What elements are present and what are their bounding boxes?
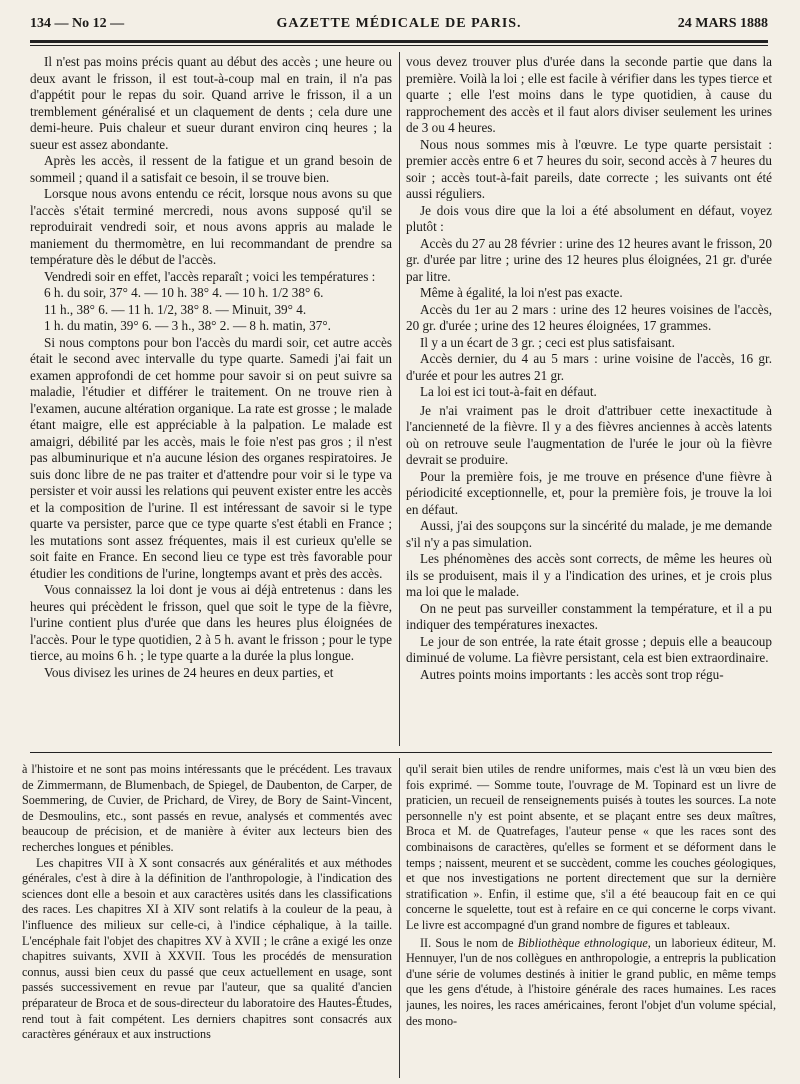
paragraph: qu'il serait bien utiles de rendre uniformes, mais c'est là un vœu bien des fois exprimé. — Somme toute, l'ouvrage de M. Topinard est un livre de praticien, un recueil de renseignements puisés à toutes les sources. La note personnelle n'y est point absente, et se plaçant entre ses deux maîtres, Broca et M. de Quatrefages, l'auteur pense « que les races sont des combinaisons de caractères, qu'elles se forment et se déforment dans le temps ; naissent, meurent et se succèdent, comme les couches géologiques, et que nos investigations ne portent directement que sur la dernière stratification ». Enfin, il estime que, s'il a été beaucoup fait en ce qui concerne le squelette, tout est à refaire en ce qui concerne le corps vivant. Le livre est accompagné d'un grand nombre de figures et tableaux. [406,762,776,932]
paragraph: Les chapitres VII à X sont consacrés aux généralités et aux méthodes générales, c'est à dire à la définition de l'anthropologie, à l'indication des sciences dont elle a besoin et aux caractères usités dans les classifications des races. Les chapitres XI à XIV sont relatifs à la couleur de la peau, à l'influence des milieux sur celle-ci, à l'indice céphalique, à la taille. L'encéphale fait l'objet des chapitres XV à XVII ; le crâne a exigé les onze chapitres suivants, XVII à XXVII. Tous les procédés de mensuration connus, aussi bien ceux du passé que ceux actuellement en usage, sont passés successivement en revue par l'auteur, que sa qualité d'ancien préparateur de Broca et de sous-directeur du laboratoire des Hautes-Études, rend tout à fait compétent. Les derniers chapitres sont consacrés aux caractères généraux et aux instructions [22,855,392,1042]
paragraph: Accès du 27 au 28 février : urine des 12 heures avant le frisson, 20 gr. d'urée par litre ; urine des 12 heures plus éloignées, 21 gr. d'urée par litre. [406,235,772,284]
paragraph: Vendredi soir en effet, l'accès reparaît ; voici les températures : [44,268,376,284]
column-divider [399,758,400,1078]
paragraph: vous devez trouver plus d'urée dans la seconde partie que dans la première. Voilà la loi ; elle est facile à vérifier dans les types tierce et quarte ; elle l'est moins dans le type quotidien, à cause du rapprochement des accès et il faut alors diviser seulement les urines de 3 ou 4 heures. [406,54,772,135]
paragraph: Après les accès, il ressent de la fatigue et un grand besoin de sommeil ; quand il a satisfait ce besoin, il se trouve bien. [30,153,392,185]
paragraph: Il n'est pas moins précis quant au début des accès ; une heure ou deux avant le frisson, il est tout-à-coup mal en train, il n'a pas d'appétit pour le repas du soir. Quand arrive le frisson, il a un tremblement généralisé et un claquement de dents ; cela dure une demi-heure. Puis chaleur et sueur durant environ cinq heures ; la sueur est assez abondante. [30,54,392,152]
book-title: Bibliothèque ethnologique [517,935,648,950]
paragraph: Même à égalité, la loi n'est pas exacte. [420,285,623,300]
header-rule-thick [30,40,768,43]
bottom-right-column [406,762,776,1080]
journal-title: GAZETTE MÉDICALE DE PARIS. [276,16,522,31]
paragraph: Vous connaissez la loi dont je vous ai déjà entretenus : dans les heures qui précèdent le frisson, quel que soit le type de la fièvre, l'urine contient plus d'urée que dans les heures plus éloignées de l'accès. Pour le type quotidien, 2 à 5 h. avant le frisson ; pour le type tierce, au moins 6 h. ; le type quarte a la durée la plus longue. [30,582,392,663]
paragraph: Accès dernier, du 4 au 5 mars : urine voisine de l'accès, 16 gr. d'urée et pour les autres 21 gr. [406,351,772,383]
paragraph: Le jour de son entrée, la rate était grosse ; depuis elle a beaucoup diminué de volume. La fièvre persistant, cela est bien extraordinaire. [406,633,772,665]
issue-date: 24 MARS 1888 [677,16,768,31]
bottom-left-column [22,762,392,1080]
paragraph-text: , un laborieux éditeur, M. Hennuyer, l'un de nos collègues en anthropologie, a entrepris la publication d'une série de volumes destinés à initier le grand public, en même temps que les gens d'étude, à l'histoire générale des races humaines. Les races jaunes, les noires, les races américaines, feront l'objet d'un volume spécial, des mono- [406,935,776,1028]
paragraph-text: II. Sous le nom de [420,935,518,950]
temperature-line: 11 h., 38° 6. — 11 h. 1/2, 38° 8. — Minuit, 39° 4. [44,301,307,317]
paragraph: Si nous comptons pour bon l'accès du mardi soir, cet autre accès était le second avec intervalle du type quarte. Samedi j'ai fait un examen approfondi de cet homme pour savoir si on peut suivre sa maladie, l'étudier et différer le traitement. On ne trouve rien à l'examen, aucune altération organique. La rate est grosse ; le malade étant maigre, elle est appréciable à la palpation. Le malade est amaigri, débilité par les accès, mais le foie n'est pas gros ; il n'est pas albuminurique et n'a aucune lésion des organes respiratoires. Je suis donc libre de ne pas traiter et d'attendre pour voir si le type va persister et voir aussi les relations qui peuvent exister entre les accès et la composition de l'urine. Il est intéressant de savoir si le type quarte va persister, parce que ce type quarte s'est établi en France ; les mutations sont assez fréquentes, mais il est curieux qu'elle se soit faite en France. En second lieu ce type est très favorable pour étudier les conditions de l'urine, longtemps avant et près des accès. [30,334,392,581]
top-right-column [406,54,772,748]
paragraph: Je dois vous dire que la loi a été absolument en défaut, voyez plutôt : [406,202,772,234]
page-number: 134 — No 12 — [30,16,125,31]
paragraph: Aussi, j'ai des soupçons sur la sincérité du malade, je me demande s'il n'y a pas simulation. [406,518,772,550]
header-rule-thin [30,45,768,46]
paragraph [406,936,776,1030]
paragraph: Les phénomènes des accès sont corrects, de même les heures où ils se produisent, mais il y a l'indication des urines, et je crois plus ma loi que le malade. [406,551,772,599]
paragraph: Nous nous sommes mis à l'œuvre. Le type quarte persistait : premier accès entre 6 et 7 heures du soir, second accès à 7 heures du soir ; accès tout-à-fait pareils, date correcte ; les suivants ont été aussi réguliers. [406,136,772,201]
paragraph: Vous divisez les urines de 24 heures en deux parties, et [44,664,334,680]
top-left-column [30,54,392,748]
page-header [30,12,768,36]
section-divider [30,752,772,753]
paragraph: Il y a un écart de 3 gr. ; ceci est plus satisfaisant. [420,334,675,350]
paragraph: On ne peut pas surveiller constamment la température, et il a pu indiquer des températures inexactes. [406,600,772,632]
paragraph: La loi est ici tout-à-fait en défaut. [420,384,597,399]
paragraph: Accès du 1er au 2 mars : urine des 12 heures voisines de l'accès, 20 gr. d'urée ; urine des 12 heures éloignées, 17 grammes. [406,301,772,333]
temperature-line: 6 h. du soir, 37° 4. — 10 h. 38° 4. — 10 h. 1/2 38° 6. [44,285,324,300]
column-divider [399,52,400,746]
paragraph: Pour la première fois, je me trouve en présence d'une fièvre à périodicité exceptionnelle, et, pour la première fois, je trouve la loi en défaut. [406,468,772,517]
paragraph: à l'histoire et ne sont pas moins intéressants que le précédent. Les travaux de Zimmermann, de Blumenbach, de Spiegel, de Daubenton, de Carper, de Soemmering, de Cuvier, de Prichard, de Virey, de Bory de Saint-Vincent, de Desmoulins, etc., sont passés en revue, analysés et commentés avec beaucoup de précision, et de manière à éviter aux lecteurs bien des recherches longues et pénibles. [22,762,392,854]
paragraph: Lorsque nous avons entendu ce récit, lorsque nous avons su que l'accès s'était terminé mercredi, nous avons supposé qu'il se reproduirait vendredi soir, et nous avons appris au malade le maniement du thermomètre, en lui recommandant de prendre sa température dès le début de l'accès. [30,186,392,267]
paragraph: Je n'ai vraiment pas le droit d'attribuer cette inexactitude à l'ancienneté de la fièvre. Il y a des fièvres anciennes à accès latents où on retrouve seule l'augmentation de l'urée le jour où la fièvre devrait se produire. [406,402,772,467]
paragraph: Autres points moins importants : les accès sont trop régu- [420,666,724,682]
temperature-line: 1 h. du matin, 39° 6. — 3 h., 38° 2. — 8 h. matin, 37°. [44,318,331,333]
